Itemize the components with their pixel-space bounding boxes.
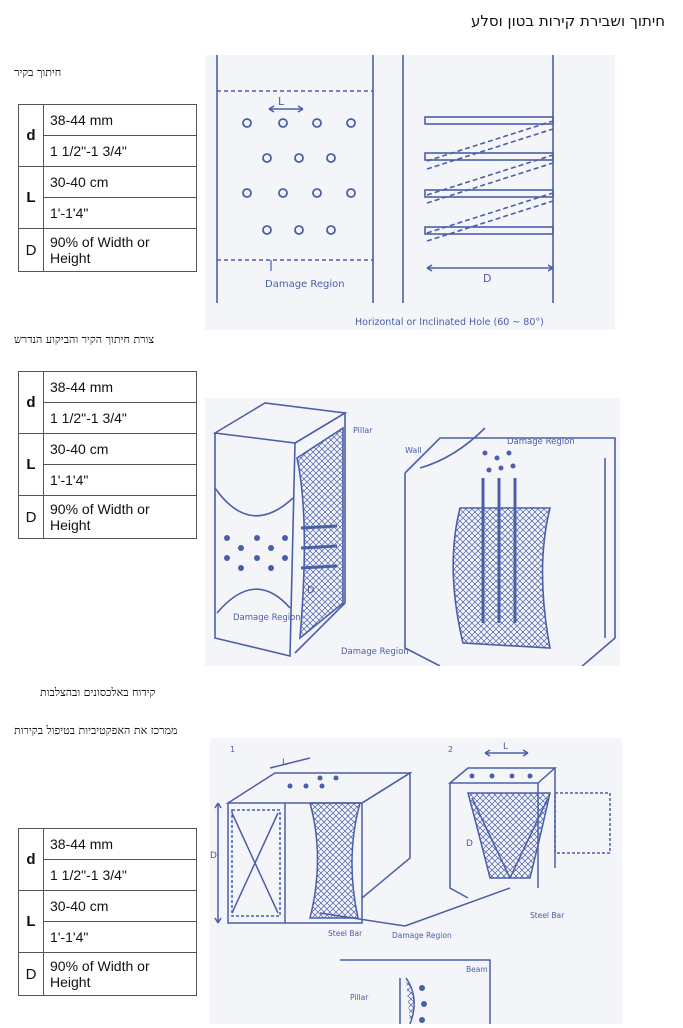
figure-1-drawing xyxy=(205,55,615,330)
L-cm: 30-40 cm xyxy=(44,167,197,198)
L-cm: 30-40 cm xyxy=(44,434,197,465)
fig3-num-2: 2 xyxy=(448,745,454,754)
D-value: 90% of Width or Height xyxy=(44,229,197,272)
d-inch: 1 1/2"-1 3/4" xyxy=(44,403,197,434)
d-key: d xyxy=(19,829,44,891)
caption-wall-shape: צורת חיתוך הקיר והביקוע הנדרש xyxy=(14,333,155,346)
fig2-D-label: D xyxy=(307,585,315,596)
D-key: D xyxy=(19,953,44,996)
fig2-damage-top: Damage Region xyxy=(507,437,575,447)
fig3-num-1: 1 xyxy=(230,745,236,754)
D-key: D xyxy=(19,496,44,539)
d-mm: 38-44 mm xyxy=(44,105,197,136)
d-key: d xyxy=(19,105,44,167)
figure-pillar-wall-3d xyxy=(205,398,620,666)
fig3-D1: D xyxy=(210,851,217,861)
L-ft: 1'-1'4" xyxy=(44,198,197,229)
L-ft: 1'-1'4" xyxy=(44,465,197,496)
D-value: 90% of Width or Height xyxy=(44,496,197,539)
fig2-wall-label: Wall xyxy=(405,446,422,455)
L-key: L xyxy=(19,167,44,229)
caption-effectiveness: ממרכז את האפקטיביות בטיפול בקירות xyxy=(14,724,178,737)
fig2-damage-bottom: Damage Region xyxy=(341,647,409,657)
fig2-pillar-label: Pillar xyxy=(353,426,373,435)
fig3-steel-1: Steel Bar xyxy=(328,929,363,938)
L-key: L xyxy=(19,891,44,953)
fig1-horizontal-label: Horizontal or Inclinated Hole (60 ~ 80°) xyxy=(355,317,544,328)
fig3-beam: Beam xyxy=(466,965,488,974)
spec-table-3 xyxy=(18,828,197,996)
fig1-damage-label: Damage Region xyxy=(265,279,345,290)
d-inch: 1 1/2"-1 3/4" xyxy=(44,860,197,891)
fig3-steel-2: Steel Bar xyxy=(530,911,565,920)
D-value: 90% of Width or Height xyxy=(44,953,197,996)
page-title: חיתוך ושבירת קירות בטון וסלע xyxy=(470,12,665,30)
L-ft: 1'-1'4" xyxy=(44,922,197,953)
figure-beam-drilling xyxy=(210,738,622,1024)
fig3-D2: D xyxy=(466,839,473,849)
caption-diagonal-drilling: קידוח באלכסונים ובהצלבות xyxy=(40,686,156,699)
d-mm: 38-44 mm xyxy=(44,829,197,860)
L-cm: 30-40 cm xyxy=(44,891,197,922)
spec-table-2 xyxy=(18,371,197,539)
figure-2-drawing xyxy=(205,398,620,666)
figure-3-drawing xyxy=(210,738,622,1024)
d-inch: 1 1/2"-1 3/4" xyxy=(44,136,197,167)
fig3-L2: L xyxy=(503,742,509,752)
spec-table-1 xyxy=(18,104,197,272)
fig1-D-label: D xyxy=(483,272,492,285)
L-key: L xyxy=(19,434,44,496)
caption-wall-cutting: חיתוך בקיר xyxy=(14,66,62,79)
figure-wall-holes xyxy=(205,55,615,330)
fig1-L-label: L xyxy=(278,95,285,108)
fig3-damage: Damage Region xyxy=(392,931,452,940)
d-mm: 38-44 mm xyxy=(44,372,197,403)
fig2-damage-left: Damage Region xyxy=(233,613,301,623)
fig3-L1: L xyxy=(282,758,288,768)
fig3-pillar: Pillar xyxy=(350,993,369,1002)
d-key: d xyxy=(19,372,44,434)
D-key: D xyxy=(19,229,44,272)
